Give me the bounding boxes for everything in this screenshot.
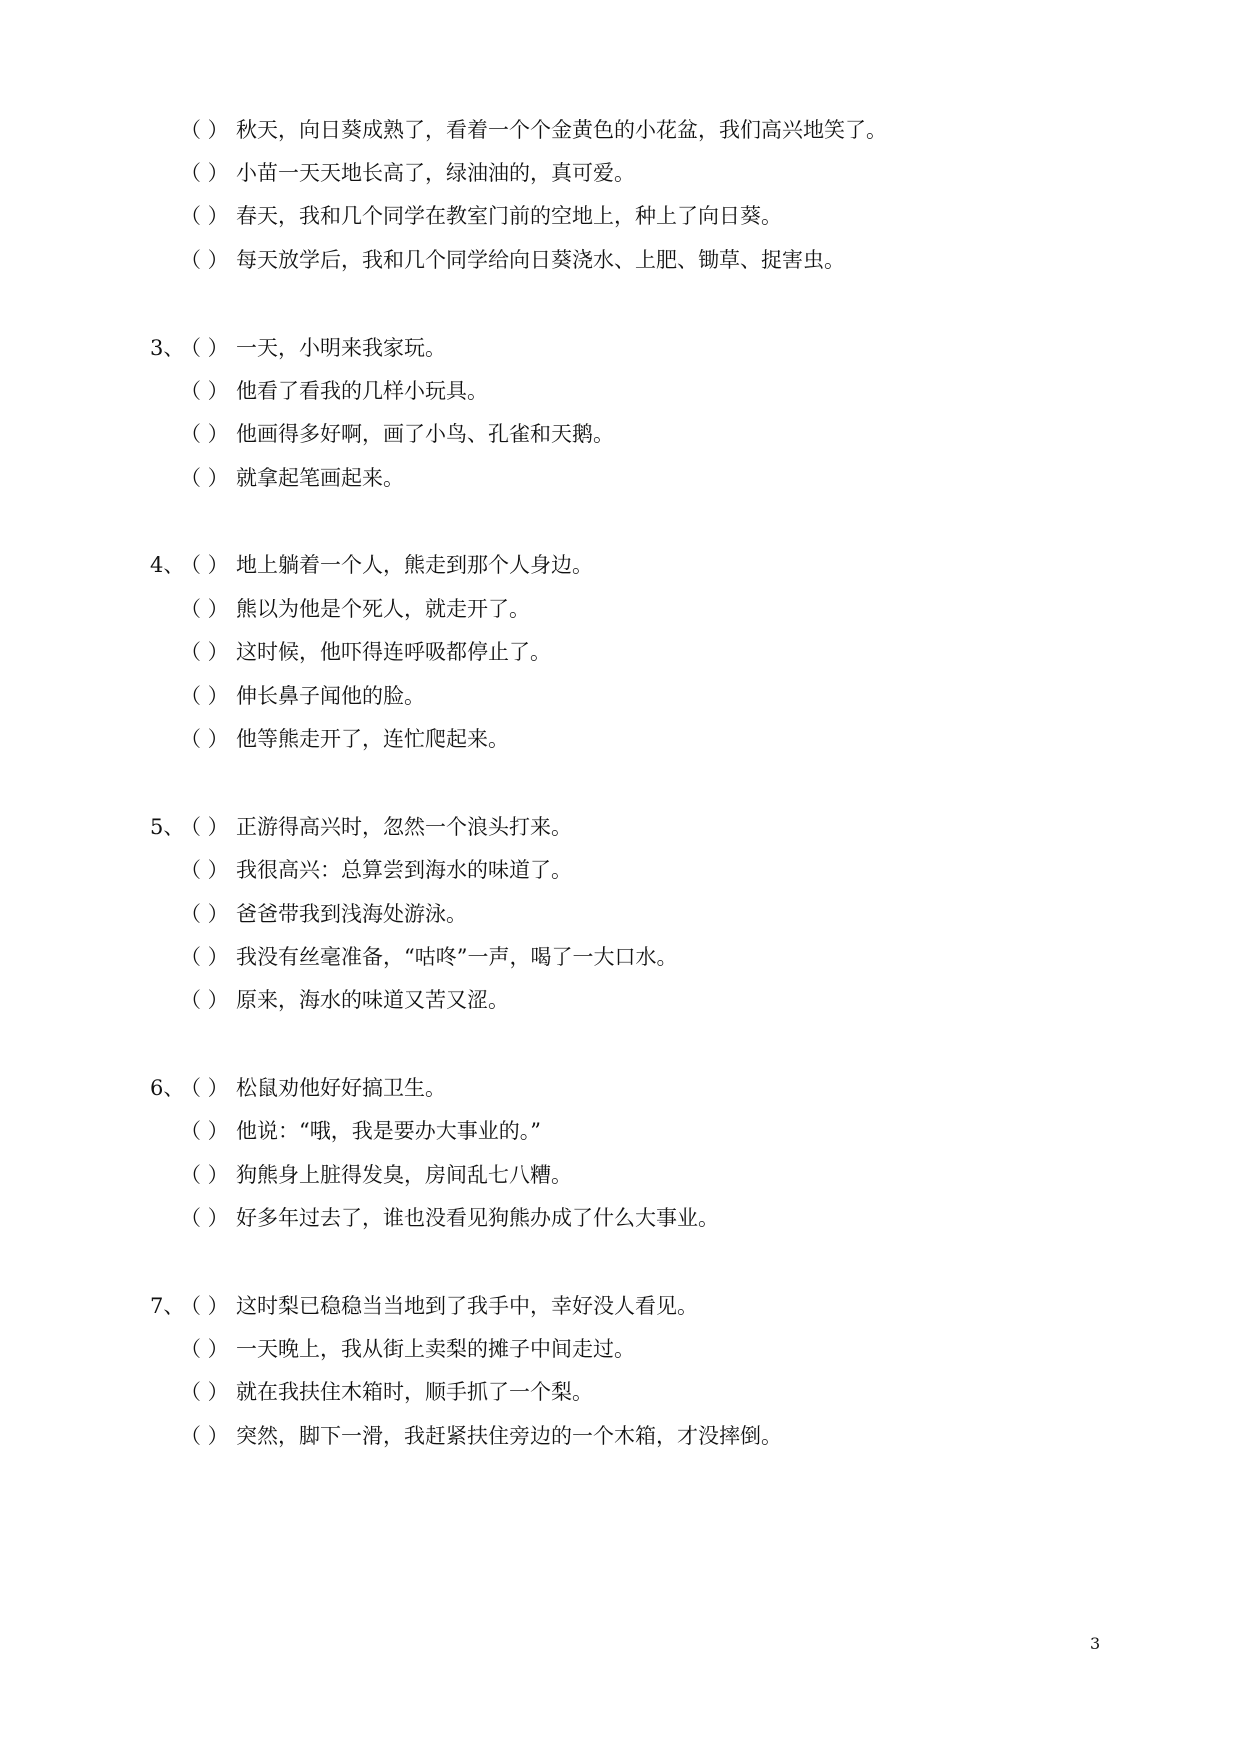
answer-blank[interactable]: （ ） bbox=[180, 858, 229, 882]
list-item bbox=[150, 463, 404, 493]
item-text: 突然，脚下一滑，我赶紧扶住旁边的一个木箱，才没摔倒。 bbox=[236, 1424, 782, 1448]
list-item bbox=[150, 376, 488, 406]
answer-blank[interactable]: （ ） bbox=[180, 1206, 229, 1230]
item-text: 狗熊身上脏得发臭，房间乱七八糟。 bbox=[236, 1163, 572, 1187]
list-item bbox=[150, 1116, 541, 1146]
list-item bbox=[150, 899, 467, 929]
item-text: 他画得多好啊，画了小鸟、孔雀和天鹅。 bbox=[236, 422, 614, 446]
list-item bbox=[150, 201, 782, 231]
item-text: 秋天，向日葵成熟了，看着一个个金黄色的小花盆，我们高兴地笑了。 bbox=[236, 118, 887, 142]
item-text: 小苗一天天地长高了，绿油油的，真可爱。 bbox=[236, 161, 635, 185]
list-item bbox=[150, 158, 635, 188]
answer-blank[interactable]: （ ） bbox=[180, 597, 229, 621]
item-text: 伸长鼻子闻他的脸。 bbox=[236, 684, 425, 708]
question-number: 4、 bbox=[150, 553, 185, 577]
answer-blank[interactable]: （ ） bbox=[180, 161, 229, 185]
question-number: 3、 bbox=[150, 336, 185, 360]
item-text: 原来，海水的味道又苦又涩。 bbox=[236, 988, 509, 1012]
list-item bbox=[150, 115, 887, 145]
answer-blank[interactable]: （ ） bbox=[180, 1163, 229, 1187]
item-text: 我很高兴：总算尝到海水的味道了。 bbox=[236, 858, 572, 882]
item-text: 他说：“哦，我是要办大事业的。” bbox=[236, 1119, 541, 1143]
list-item bbox=[150, 1377, 593, 1407]
question-number: 5、 bbox=[150, 815, 185, 839]
answer-blank[interactable]: （ ） bbox=[180, 945, 229, 969]
answer-blank[interactable]: （ ） bbox=[180, 727, 229, 751]
answer-blank[interactable]: （ ） bbox=[180, 684, 229, 708]
list-item bbox=[150, 942, 677, 972]
answer-blank[interactable]: （ ） bbox=[180, 204, 229, 228]
answer-blank[interactable]: （ ） bbox=[180, 1119, 229, 1143]
list-item bbox=[150, 724, 509, 754]
list-item bbox=[150, 1203, 719, 1233]
item-text: 这时候，他吓得连呼吸都停止了。 bbox=[236, 640, 551, 664]
item-text: 正游得高兴时，忽然一个浪头打来。 bbox=[236, 815, 572, 839]
item-text: 我没有丝毫准备，“咕咚”一声，喝了一大口水。 bbox=[236, 945, 678, 969]
answer-blank[interactable]: （ ） bbox=[180, 1076, 229, 1100]
answer-blank[interactable]: （ ） bbox=[180, 815, 229, 839]
item-text: 就拿起笔画起来。 bbox=[236, 466, 404, 490]
answer-blank[interactable]: （ ） bbox=[180, 248, 229, 272]
item-text: 他等熊走开了，连忙爬起来。 bbox=[236, 727, 509, 751]
item-text: 一天晚上，我从街上卖梨的摊子中间走过。 bbox=[236, 1337, 635, 1361]
list-item bbox=[150, 1334, 635, 1364]
list-item bbox=[150, 333, 446, 363]
answer-blank[interactable]: （ ） bbox=[180, 422, 229, 446]
question-number: 7、 bbox=[150, 1294, 185, 1318]
answer-blank[interactable]: （ ） bbox=[180, 902, 229, 926]
answer-blank[interactable]: （ ） bbox=[180, 1294, 229, 1318]
answer-blank[interactable]: （ ） bbox=[180, 640, 229, 664]
item-text: 这时梨已稳稳当当地到了我手中，幸好没人看见。 bbox=[236, 1294, 698, 1318]
list-item bbox=[150, 637, 551, 667]
list-item bbox=[150, 855, 572, 885]
item-text: 好多年过去了，谁也没看见狗熊办成了什么大事业。 bbox=[236, 1206, 719, 1230]
list-item bbox=[150, 812, 572, 842]
item-text: 熊以为他是个死人，就走开了。 bbox=[236, 597, 530, 621]
item-text: 就在我扶住木箱时，顺手抓了一个梨。 bbox=[236, 1380, 593, 1404]
list-item bbox=[150, 594, 530, 624]
list-item bbox=[150, 985, 509, 1015]
answer-blank[interactable]: （ ） bbox=[180, 118, 229, 142]
item-text: 每天放学后，我和几个同学给向日葵浇水、上肥、锄草、捉害虫。 bbox=[236, 248, 845, 272]
answer-blank[interactable]: （ ） bbox=[180, 336, 229, 360]
answer-blank[interactable]: （ ） bbox=[180, 1380, 229, 1404]
answer-blank[interactable]: （ ） bbox=[180, 1424, 229, 1448]
list-item bbox=[150, 1160, 572, 1190]
list-item bbox=[150, 1291, 698, 1321]
list-item bbox=[150, 681, 425, 711]
item-text: 松鼠劝他好好搞卫生。 bbox=[236, 1076, 446, 1100]
list-item bbox=[150, 245, 845, 275]
page-number: 3 bbox=[1090, 1634, 1101, 1653]
question-number: 6、 bbox=[150, 1076, 185, 1100]
list-item bbox=[150, 1421, 782, 1451]
list-item bbox=[150, 550, 593, 580]
answer-blank[interactable]: （ ） bbox=[180, 379, 229, 403]
answer-blank[interactable]: （ ） bbox=[180, 1337, 229, 1361]
item-text: 一天，小明来我家玩。 bbox=[236, 336, 446, 360]
item-text: 地上躺着一个人，熊走到那个人身边。 bbox=[236, 553, 593, 577]
answer-blank[interactable]: （ ） bbox=[180, 466, 229, 490]
list-item bbox=[150, 419, 614, 449]
answer-blank[interactable]: （ ） bbox=[180, 988, 229, 1012]
item-text: 爸爸带我到浅海处游泳。 bbox=[236, 902, 467, 926]
answer-blank[interactable]: （ ） bbox=[180, 553, 229, 577]
item-text: 他看了看我的几样小玩具。 bbox=[236, 379, 488, 403]
list-item bbox=[150, 1073, 446, 1103]
item-text: 春天，我和几个同学在教室门前的空地上，种上了向日葵。 bbox=[236, 204, 782, 228]
